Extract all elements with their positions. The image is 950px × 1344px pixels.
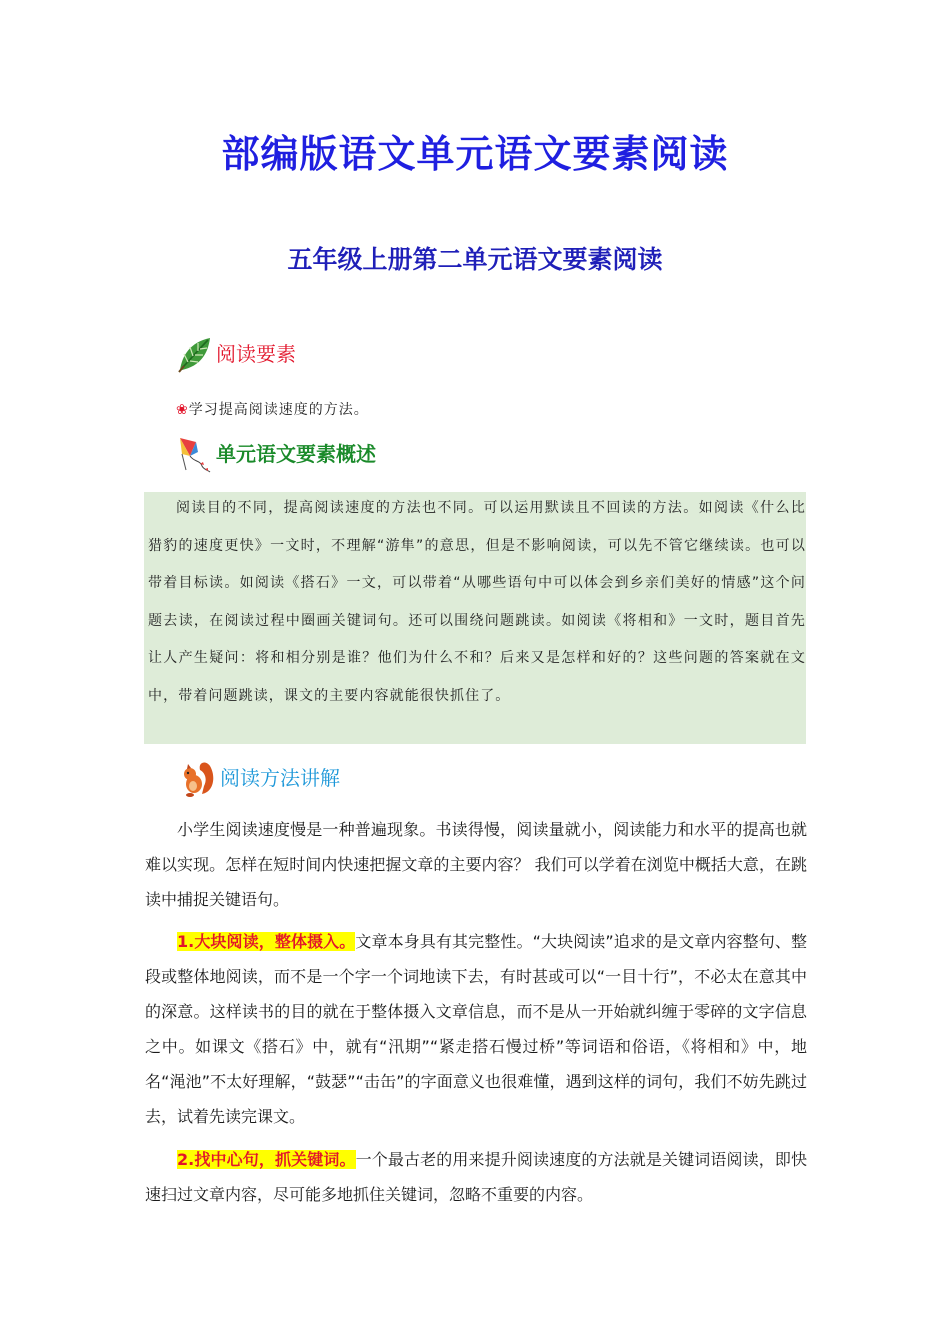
- method-point-2-label: 2.找中心句，抓关键词。: [177, 1150, 356, 1169]
- overview-heading: [176, 434, 376, 474]
- leaf-icon: [176, 334, 214, 374]
- page-title: 部编版语文单元语文要素阅读: [221, 132, 729, 176]
- overview-box: [144, 492, 806, 744]
- overview-label: 单元语文要素概述: [216, 442, 376, 466]
- reading-elements-text: 学习提高阅读速度的方法。: [188, 402, 369, 418]
- flower-bullet-icon: ❀: [176, 402, 189, 418]
- method-point-1-label: 1.大块阅读，整体摄入。: [177, 932, 356, 951]
- squirrel-icon: [180, 758, 218, 798]
- method-intro-paragraph: 小学生阅读速度慢是一种普遍现象。书读得慢，阅读量就小，阅读能力和水平的提高也就难以实现。怎样在短时间内快速把握文章的主要内容？ 我们可以学着在浏览中概括大意，在跳读中捕捉关键语句。: [145, 820, 807, 909]
- reading-elements-label: 阅读要素: [216, 342, 296, 366]
- method-point-2: [145, 1142, 807, 1212]
- page-subtitle: 五年级上册第二单元语文要素阅读: [287, 245, 663, 274]
- reading-elements-item: [176, 399, 369, 421]
- reading-elements-heading: [176, 334, 296, 374]
- method-point-2-text: 一个最古老的用来提升阅读速度的方法就是关键词语阅读，即快速扫过文章内容，尽可能多地抓住关键词，忽略不重要的内容。: [145, 1150, 807, 1204]
- kite-icon: [176, 434, 214, 474]
- method-heading: [180, 758, 340, 798]
- overview-paragraph: 阅读目的不同，提高阅读速度的方法也不同。可以运用默读且不回读的方法。如阅读《什么比猎豹的速度更快》一文时，不理解“游隼”的意思，但是不影响阅读，可以先不管它继续读。也可以带着目标读。如阅读《搭石》一文，可以带着“从哪些语句中可以体会到乡亲们美好的情感”这个问题去读，在阅读过程中圈画关键词句。还可以围绕问题跳读。如阅读《将相和》一文时，题目首先让人产生疑问：将和相分别是谁？他们为什么不和？后来又是怎样和好的？这些问题的答案就在文中，带着问题跳读，课文的主要内容就能很快抓住了。: [148, 500, 806, 704]
- method-point-1: [145, 924, 807, 1134]
- method-point-1-text: 文章本身具有其完整性。“大块阅读”追求的是文章内容整句、整段或整体地阅读，而不是一个字一个词地读下去，有时甚或可以“一目十行”，不必太在意其中的深意。这样读书的目的就在于整体摄入文章信息，而不是从一开始就纠缠于零碎的文字信息之中。如课文《搭石》中，就有“汛期”“紧走搭石慢过桥”等词语和俗语，《将相和》中，地名“渑池”不太好理解，“鼓瑟”“击缶”的字面意义也很难懂，遇到这样的词句，我们不妨先跳过去，试着先读完课文。: [145, 932, 807, 1126]
- method-label: 阅读方法讲解: [220, 766, 340, 790]
